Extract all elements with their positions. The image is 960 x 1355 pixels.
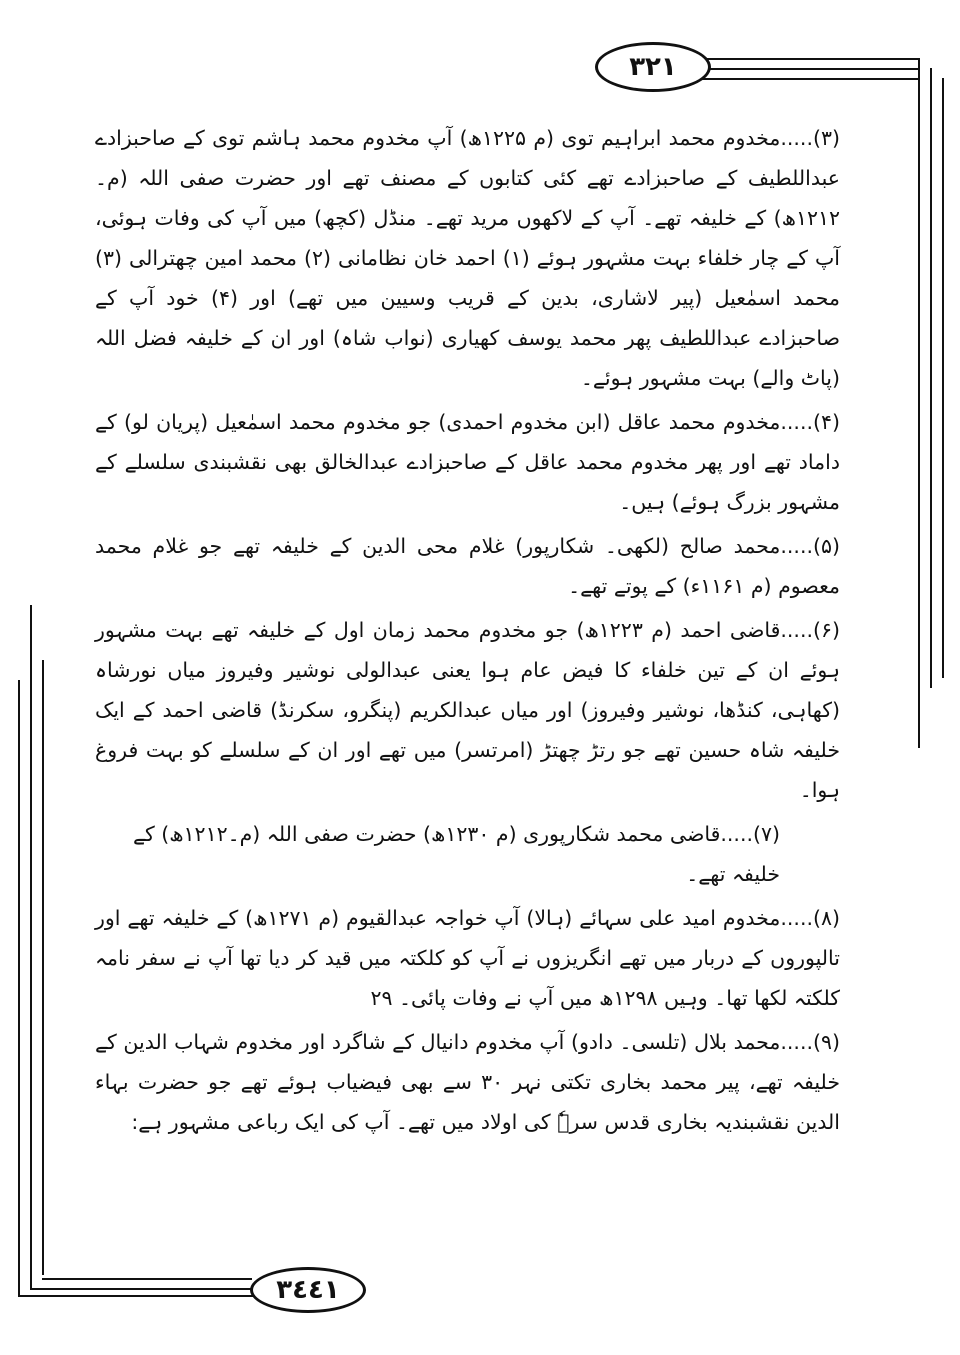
page-number-top-text: ٣٢١ <box>629 52 677 82</box>
paragraph-number: (۸) <box>812 906 840 930</box>
page-number-bottom <box>250 1267 366 1313</box>
paragraph-number: (۶) <box>813 618 841 642</box>
paragraph-number: (٣) <box>812 126 840 150</box>
frame-line-right-3 <box>942 78 944 678</box>
paragraph-number: (۹) <box>812 1030 840 1054</box>
frame-line-top-3 <box>690 78 920 80</box>
frame-line-left-1 <box>18 680 20 1295</box>
paragraph-number: (۴) <box>812 410 840 434</box>
paragraph-6 <box>95 610 840 810</box>
paragraph-text: .....قاضی محمد شکارپوری (م ۱۲۳۰ھ) حضرت صفی اللہ (م۔۱۲۱۲ھ) کے خلیفہ تھے۔ <box>132 822 780 886</box>
paragraph-number: (۵) <box>812 534 840 558</box>
paragraph-9 <box>95 1022 840 1142</box>
frame-line-left-3 <box>42 660 44 1275</box>
frame-line-right-2 <box>930 68 932 688</box>
frame-line-bottom-2 <box>30 1288 260 1290</box>
paragraph-3 <box>95 118 840 398</box>
page-number-bottom-text: ٣٤٤١ <box>276 1275 340 1305</box>
paragraph-text: .....مخدوم محمد عاقل (ابن مخدوم احمدی) جو مخدوم محمد اسمٰعیل (پریان لو) کے داماد تھے اور پھر مخدوم محمد عاقل کے صاحبزادے عبدالخالق بھی نقشبندی سلسلے کے مشہور بزرگ ہوئے) ہیں۔ <box>95 410 840 514</box>
paragraph-8 <box>95 898 840 1018</box>
paragraph-text: .....مخدوم امید علی سہائے (ہالا) آپ خواجہ عبدالقیوم (م ۱۲۷۱ھ) کے خلیفہ تھے اور تالپوروں کے دربار میں تھے انگریزوں نے آپ کو کلکتہ میں قید کر دیا تھا آپ نے سفر نامہ کلکتہ لکھا تھا۔ وہیں ۱۲۹۸ھ میں آپ نے وفات پائی۔ ۲۹ <box>95 906 840 1010</box>
paragraph-text: .....مخدوم محمد ابراہیم توی (م ۱۲۲۵ھ) آپ مخدوم محمد ہاشم توی کے صاحبزادے عبداللطیف کے صاحبزادے تھے کئی کتابوں کے مصنف تھے اور حضرت صفی اللہ (م۔۱۲۱۲ھ) کے خلیفہ تھے۔ آپ کے لاکھوں مرید تھے۔ منڈل (کچھ) میں آپ کی وفات ہوئی، آپ کے چار خلفاء بہت مشہور ہوئے (۱) احمد خان نظامانی (۲) محمد امین چھترالی (۳) محمد اسمٰعیل (پیر لاشاری، بدین کے قریب وسیین میں تھے) اور (۴) خود آپ کے صاحبزادے عبداللطیف پھر محمد یوسف کھیاری (نواب شاہ) اور ان کے خلیفہ فضل اللہ (پاٹ والے) بہت مشہور ہوئے۔ <box>95 126 840 390</box>
paragraph-text: .....قاضی احمد (م ۱۲۲۳ھ) جو مخدوم محمد زمان اول کے خلیفہ تھے بہت مشہور ہوئے ان کے تین خلفاء کا فیض عام ہوا یعنی عبدالولی نوشیر وفیروز میاں نورشاہ (کھاہی، کنڈھا، نوشیر وفیروز) اور میاں عبدالکریم (پنگرو، سکرنڈ) قاضی احمد کے ایک خلیفہ شاہ حسین تھے جو رتڑ چھتڑ (امرتسر) میں تھے اور ان کے سلسلے کو بہت فروغ ہوا۔ <box>95 618 840 802</box>
frame-line-right-1 <box>918 58 920 748</box>
frame-line-bottom-3 <box>42 1278 252 1280</box>
paragraph-7 <box>95 814 840 894</box>
paragraph-number: (۷) <box>752 822 780 846</box>
frame-line-bottom-1 <box>18 1295 268 1297</box>
paragraph-text: .....محمد صالح (لکھی۔ شکارپور) غلام محی الدین کے خلیفہ تھے جو غلام محمد معصوم (م ۱۱۶۱ء) کے پوتے تھے۔ <box>95 534 840 598</box>
paragraph-4 <box>95 402 840 522</box>
paragraph-text: .....محمد بلال (تلسی۔ دادو) آپ مخدوم دانیال کے شاگرد اور مخدوم شہاب الدین کے خلیفہ تھے، پیر محمد بخاری تکتی نہر ۳۰ سے بھی فیضیاب ہوئے تھے جو حضرت بہاء الدین نقشبندیہ بخاری قدس سرہٗ کی اولاد میں تھے۔ آپ کی ایک رباعی مشہور ہے: <box>95 1030 840 1134</box>
paragraph-5 <box>95 526 840 606</box>
frame-line-left-2 <box>30 605 32 1290</box>
page-number-top <box>595 42 711 92</box>
page-body <box>95 118 840 1146</box>
